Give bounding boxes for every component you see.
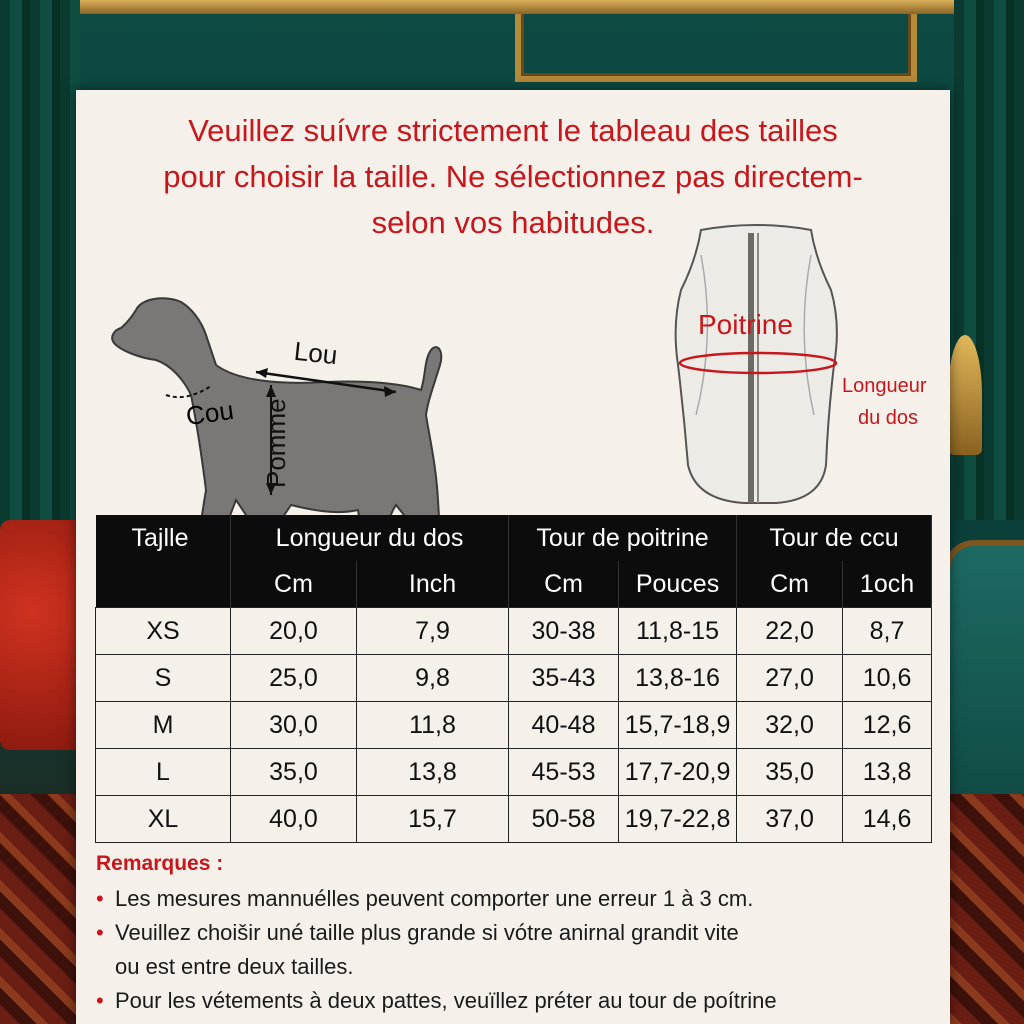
header-unit: Cm bbox=[737, 561, 843, 608]
table-cell: L bbox=[96, 749, 231, 796]
coat-back-label-line1: Longueur bbox=[842, 375, 927, 397]
table-cell: XS bbox=[96, 608, 231, 655]
note-text: Veuillez choišir uné taille plus grande si vótre anirnal grandit vite bbox=[115, 920, 739, 945]
size-table bbox=[95, 515, 932, 843]
note-text: Pour les vétements à deux pattes, veuïllez préter au tour de poítrine bbox=[115, 988, 777, 1013]
table-cell: 40-48 bbox=[509, 702, 619, 749]
header-back-length: Longueur du dos bbox=[231, 515, 509, 561]
headline-line-3: selon vos habitudes. bbox=[371, 205, 655, 240]
header-unit: 1och bbox=[843, 561, 932, 608]
table-cell: 35-43 bbox=[509, 655, 619, 702]
table-row bbox=[96, 608, 932, 655]
bullet-icon: • bbox=[96, 920, 104, 945]
table-cell: 35,0 bbox=[231, 749, 357, 796]
headline-line-1: Veuillez suívre strictement le tableau des tailles bbox=[188, 113, 838, 148]
table-cell: 12,6 bbox=[843, 702, 932, 749]
table-cell: 19,7-22,8 bbox=[619, 796, 737, 843]
bullet-icon: • bbox=[96, 988, 104, 1013]
table-cell: 45-53 bbox=[509, 749, 619, 796]
bullet-icon: • bbox=[96, 886, 104, 911]
coat-measurement-diagram bbox=[656, 215, 956, 515]
table-cell: 13,8-16 bbox=[619, 655, 737, 702]
table-cell: 40,0 bbox=[231, 796, 357, 843]
header-chest: Tour de poitrine bbox=[509, 515, 737, 561]
table-cell: 50-58 bbox=[509, 796, 619, 843]
dog-coat-icon bbox=[656, 215, 956, 515]
ceiling-trim bbox=[0, 0, 1024, 14]
table-cell: XL bbox=[96, 796, 231, 843]
dog-neck-label: Cou bbox=[184, 394, 236, 432]
table-cell: 13,8 bbox=[843, 749, 932, 796]
table-cell: 20,0 bbox=[231, 608, 357, 655]
table-cell: 32,0 bbox=[737, 702, 843, 749]
note-text-continued: ou est entre deux tailles. bbox=[115, 954, 354, 979]
table-row bbox=[96, 796, 932, 843]
curtain-left bbox=[0, 0, 80, 540]
size-chart-poster bbox=[76, 90, 950, 1024]
dog-length-label: Lou bbox=[292, 335, 339, 371]
table-cell: 35,0 bbox=[737, 749, 843, 796]
table-cell: 22,0 bbox=[737, 608, 843, 655]
table-cell: 10,6 bbox=[843, 655, 932, 702]
table-header-row-1 bbox=[96, 515, 932, 561]
table-cell: 30,0 bbox=[231, 702, 357, 749]
table-row bbox=[96, 655, 932, 702]
table-cell: 9,8 bbox=[357, 655, 509, 702]
table-cell: 15,7-18,9 bbox=[619, 702, 737, 749]
header-unit: Inch bbox=[357, 561, 509, 608]
coat-back-label-line2: du dos bbox=[858, 407, 919, 429]
header-unit: Cm bbox=[509, 561, 619, 608]
table-cell: 11,8-15 bbox=[619, 608, 737, 655]
table-cell: 15,7 bbox=[357, 796, 509, 843]
table-row bbox=[96, 702, 932, 749]
table-header-row-2 bbox=[96, 561, 932, 608]
header-empty bbox=[96, 561, 231, 608]
table-cell: 25,0 bbox=[231, 655, 357, 702]
notes-title: Remarques : bbox=[96, 852, 224, 875]
sofa bbox=[0, 520, 78, 750]
dog-chest-label: Pomme bbox=[261, 398, 291, 488]
header-size: Tajlle bbox=[96, 515, 231, 561]
table-cell: 13,8 bbox=[357, 749, 509, 796]
note-item bbox=[96, 882, 936, 916]
table-cell: 8,7 bbox=[843, 608, 932, 655]
table-cell: 11,8 bbox=[357, 702, 509, 749]
table-cell: 30-38 bbox=[509, 608, 619, 655]
coat-chest-label: Poitrine bbox=[698, 309, 793, 340]
header-neck: Tour de ccu bbox=[737, 515, 932, 561]
headline-line-2: pour choisir la taille. Ne sélectionnez pas directem- bbox=[163, 159, 863, 194]
table-cell: M bbox=[96, 702, 231, 749]
notes-section bbox=[96, 852, 936, 1018]
note-item bbox=[96, 916, 936, 950]
note-text: Les mesures mannuélles peuvent comporter une erreur 1 à 3 cm. bbox=[115, 886, 754, 911]
header-unit: Cm bbox=[231, 561, 357, 608]
table-cell: 27,0 bbox=[737, 655, 843, 702]
table-cell: S bbox=[96, 655, 231, 702]
header-unit: Pouces bbox=[619, 561, 737, 608]
table-cell: 17,7-20,9 bbox=[619, 749, 737, 796]
table-row bbox=[96, 749, 932, 796]
note-item bbox=[96, 984, 936, 1018]
table-cell: 7,9 bbox=[357, 608, 509, 655]
table-cell: 14,6 bbox=[843, 796, 932, 843]
table-cell: 37,0 bbox=[737, 796, 843, 843]
